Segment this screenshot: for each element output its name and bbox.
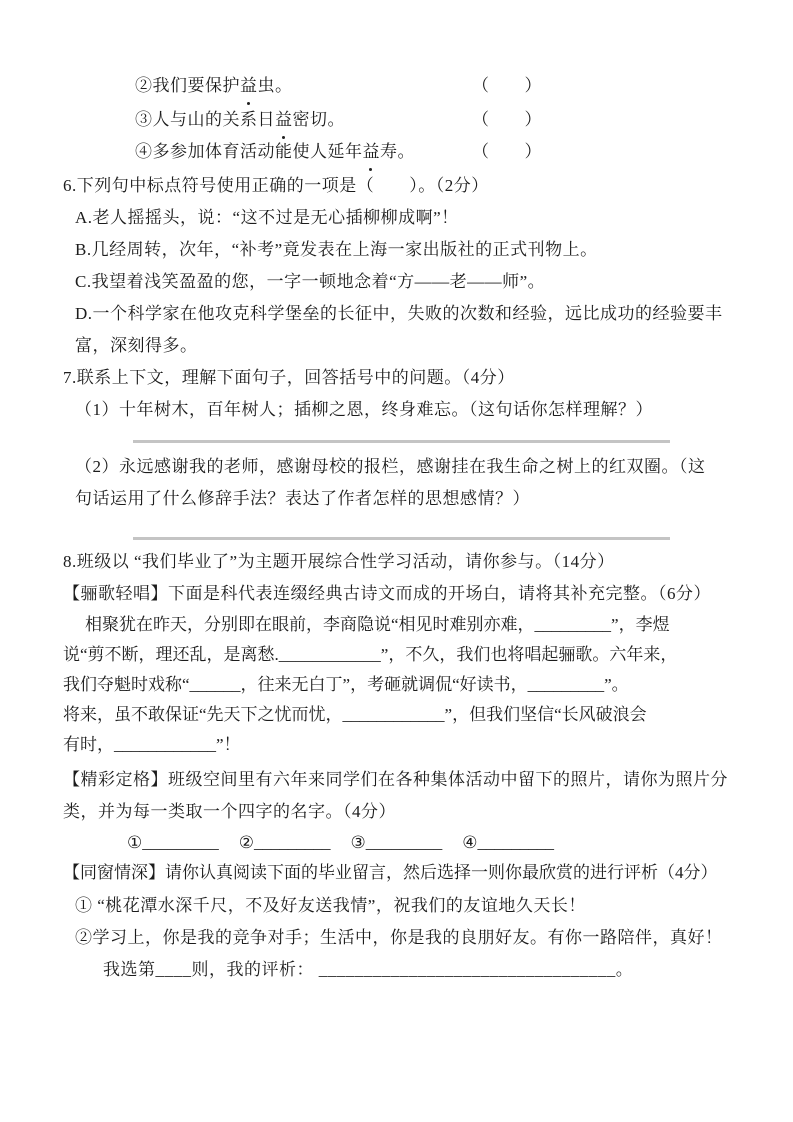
tf-item-4-text: ④多参加体育活动能使人延年 xyxy=(135,142,363,161)
question-6-stem: 6.下列句中标点符号使用正确的一项是（ ）。（2分） xyxy=(63,176,489,195)
jingcai-blanks-row xyxy=(127,828,736,858)
question-7-stem: 7.联系上下文，理解下面句子，回答括号中的问题。（4分） xyxy=(63,368,515,387)
lige-paragraph-line2: 说“剪不断，理还乱，是离愁.____________”，不久，我们也将唱起骊歌。六年来， xyxy=(63,645,678,664)
jingcai-section-header: 【精彩定格】班级空间里有六年来同学们在各种集体活动中留下的照片，请你为照片分 xyxy=(63,770,728,789)
blank-2: ②_________ xyxy=(238,833,331,852)
question-7-sub2-line2: 句话运用了什么修辞手法？表达了作者怎样的思想感情？） xyxy=(75,489,530,508)
tf-item-2-answer-bracket: （ ） xyxy=(472,76,542,95)
tf-item-3-emphasized-char: 益 xyxy=(275,104,293,136)
tongchuang-note2: ②学习上，你是我的竞争对手；生活中，你是我的良朋好友。有你一路陪伴，真好！ xyxy=(75,928,723,947)
question-6-option-c: C.我望着浅笑盈盈的您，一字一顿地念着“方——老——师”。 xyxy=(75,272,546,291)
lige-paragraph-line3: 我们夺魁时戏称“______，往来无白丁”，考砸就调侃“好读书，_________”。 xyxy=(63,675,629,694)
tf-item-2-emphasized-char: 益 xyxy=(240,70,258,102)
question-6-option-b: B.几经周转，次年，“补考”竟发表在上海一家出版社的正式刊物上。 xyxy=(75,240,598,259)
jingcai-section-line2: 类，并为每一类取一个四字的名字。（4分） xyxy=(63,802,396,821)
question-7-sub1: （1）十年树木，百年树人；插柳之恩，终身难忘。（这句话你怎样理解？） xyxy=(75,400,653,419)
tongchuang-note1: ① “桃花潭水深千尺，不及好友送我情”，祝我们的友谊地久天长！ xyxy=(75,896,586,915)
tongchuang-section-header: 【同窗情深】请你认真阅读下面的毕业留言，然后选择一则你最欣赏的进行评析（4分） xyxy=(63,863,718,882)
blank-3: ③_________ xyxy=(350,833,443,852)
blank-4: ④_________ xyxy=(462,833,554,852)
question-8-stem: 8.班级以 “我们毕业了”为主题开展综合性学习活动，请你参与。（14分） xyxy=(63,552,615,571)
tf-item-3-answer-bracket: （ ） xyxy=(472,110,542,129)
tf-item-4-text-after: 寿。 xyxy=(380,142,415,161)
tf-item-4-emphasized-char: 益 xyxy=(363,136,381,168)
lige-section-header: 【骊歌轻唱】下面是科代表连缀经典古诗文而成的开场白，请将其补充完整。（6分） xyxy=(63,584,711,603)
question-6-option-d-line2: 富，深刻得多。 xyxy=(75,336,198,355)
tf-item-3-text-after: 密切。 xyxy=(292,110,345,129)
tongchuang-answer-line: 我选第____则，我的评析： _________________________________。 xyxy=(103,960,634,979)
blank-1: ①_________ xyxy=(127,833,219,852)
lige-paragraph-line1: 相聚犹在昨天，分别即在眼前，李商隐说“相见时难别亦难，_________”，李煜 xyxy=(85,615,670,634)
tf-item-3 xyxy=(135,104,736,136)
question-6-option-a: A.老人摇摇头，说：“这不过是无心插柳柳成啊”！ xyxy=(75,208,459,227)
answer-line xyxy=(133,440,670,443)
tf-item-2 xyxy=(135,70,736,102)
tf-item-4 xyxy=(135,136,736,168)
lige-paragraph-line4: 将来，虽不敢保证“先天下之忧而忧，____________”，但我们坚信“长风破浪会 xyxy=(63,705,647,724)
answer-line xyxy=(133,537,670,540)
lige-paragraph-line5: 有时，____________”！ xyxy=(63,735,241,754)
question-6-option-d-line1: D.一个科学家在他攻克科学堡垒的长征中，失败的次数和经验，远比成功的经验要丰 xyxy=(75,304,723,323)
tf-item-3-text: ③人与山的关系日 xyxy=(135,110,275,129)
tf-item-2-text-after: 虫。 xyxy=(257,76,293,95)
question-7-sub2-line1: （2）永远感谢我的老师，感谢母校的报栏，感谢挂在我生命之树上的红双圈。（这 xyxy=(75,457,706,476)
tf-item-4-answer-bracket: （ ） xyxy=(472,142,542,161)
tf-item-2-text: ②我们要保护 xyxy=(135,76,240,95)
